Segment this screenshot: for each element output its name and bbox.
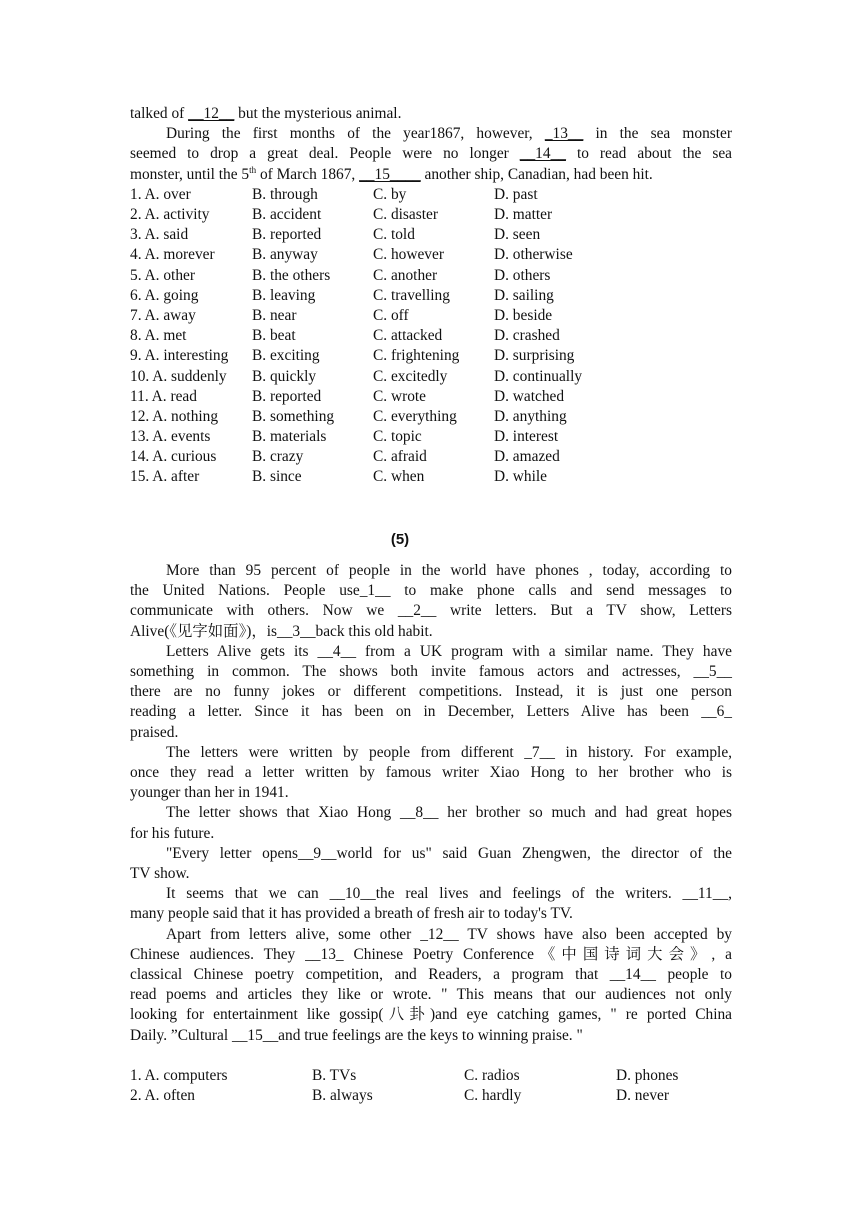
option-choice: D. matter <box>494 206 553 223</box>
paragraph <box>130 844 732 884</box>
text-line: reading a letter. Since it has been on in December, Letters Alive has been __6_ <box>130 703 732 721</box>
text-line: More than 95 percent of people in the world have phones , today, according to <box>166 562 732 579</box>
option-row <box>130 306 732 326</box>
option-choice: B. anyway <box>252 246 318 264</box>
option-choice: D. while <box>494 468 548 486</box>
option-choice: D. sailing <box>494 286 554 304</box>
paragraph <box>130 803 732 843</box>
option-choice: C. frightening <box>373 347 460 365</box>
text-line: Alive(《见字如面》)，is__3__back this old habit. <box>130 622 433 640</box>
text-line: many people said that it has provided a breath of fresh air to today's TV. <box>130 905 573 923</box>
option-choice: C. told <box>373 226 415 244</box>
option-row <box>130 205 732 225</box>
option-choice: C. travelling <box>373 286 450 304</box>
superscript: th <box>249 164 257 175</box>
option-choice: D. continually <box>494 367 583 385</box>
text-line: for his future. <box>130 824 215 842</box>
option-choice: C. off <box>373 306 409 324</box>
option-choice: B. something <box>252 407 335 425</box>
text-line: Daily. ”Cultural __15__and true feelings are the keys to winning praise. " <box>130 1026 583 1044</box>
option-choice: D. amazed <box>494 448 560 466</box>
text-segment: another ship, Canadian, had been hit. <box>420 165 653 183</box>
option-choice: B. leaving <box>252 286 316 304</box>
paragraph <box>130 561 732 642</box>
option-row <box>130 185 732 205</box>
paragraph <box>130 743 732 804</box>
passage-4-options <box>130 185 732 488</box>
text-line <box>130 124 732 144</box>
text-line: Letters Alive gets its __4__ from a UK program with a similar name. They have <box>166 642 732 660</box>
paragraph <box>130 925 732 1046</box>
option-choice: B. quickly <box>252 367 317 385</box>
passage-5-options <box>130 1066 732 1106</box>
blank-15: __15____ <box>359 165 421 183</box>
text-line: The letter shows that Xiao Hong __8__ her brother so much and had great hopes <box>166 804 732 822</box>
option-choice: D. watched <box>494 387 565 405</box>
option-choice: C. afraid <box>373 448 427 466</box>
text-line: classical Chinese poetry competition, and Readers, a program that __14__ people to <box>130 966 732 984</box>
text-line: younger than her in 1941. <box>130 784 289 802</box>
text-line: It seems that we can __10__the real lives and feelings of the writers. __11__, <box>166 885 732 903</box>
option-row <box>130 467 732 487</box>
option-choice: C. radios <box>464 1067 520 1084</box>
option-choice: 4. A. morever <box>130 246 215 264</box>
option-choice: 14. A. curious <box>130 448 217 466</box>
option-choice: D. otherwise <box>494 246 573 264</box>
option-choice: B. TVs <box>312 1067 357 1084</box>
option-row <box>130 266 732 286</box>
option-choice: B. through <box>252 185 318 203</box>
option-row <box>130 245 732 265</box>
option-row <box>130 407 732 427</box>
option-choice: 13. A. events <box>130 428 211 446</box>
text-line: looking for entertainment like gossip(八卦)and eye catching games, " re ported China <box>130 1006 732 1024</box>
text-line: there are no funny jokes or different competitions. Instead, it is just one person <box>130 683 732 701</box>
option-choice: B. crazy <box>252 448 304 466</box>
option-choice: C. attacked <box>373 327 443 345</box>
option-row <box>130 326 732 346</box>
option-choice: D. never <box>616 1087 669 1105</box>
passage-5-body <box>130 561 732 1046</box>
option-choice: C. another <box>373 266 438 284</box>
option-choice: D. others <box>494 266 551 284</box>
text-segment: in the sea monster <box>583 125 732 143</box>
option-choice: D. interest <box>494 428 559 446</box>
option-choice: D. phones <box>616 1067 679 1084</box>
option-choice: B. materials <box>252 428 327 446</box>
text-line <box>130 165 732 185</box>
text-line: praised. <box>130 723 179 741</box>
option-choice: B. beat <box>252 327 296 345</box>
paragraph <box>130 884 732 924</box>
option-row <box>130 346 732 366</box>
text-line: Chinese audiences. They __13_ Chinese Poetry Conference《中国诗词大会》, a <box>130 945 732 963</box>
text-segment: seemed to drop a great deal. People were no longer <box>130 145 520 163</box>
option-choice: B. exciting <box>252 347 320 365</box>
option-choice: D. beside <box>494 306 553 324</box>
text-line: Apart from letters alive, some other _12__ TV shows have also been accepted by <box>166 925 732 943</box>
text-segment: of March 1867, <box>256 165 360 183</box>
option-choice: D. surprising <box>494 347 575 365</box>
option-choice: 12. A. nothing <box>130 407 219 425</box>
option-choice: C. however <box>373 246 444 264</box>
text-line: The letters were written by people from different _7__ in history. For example, <box>166 743 732 761</box>
option-choice: D. seen <box>494 226 541 244</box>
option-row <box>130 427 732 447</box>
option-choice: 7. A. away <box>130 306 196 324</box>
paragraph <box>130 642 732 743</box>
passage-4-line-1 <box>130 104 732 124</box>
option-choice: C. when <box>373 468 425 486</box>
option-choice: 5. A. other <box>130 266 195 284</box>
text-line: "Every letter opens__9__world for us" said Guan Zhengwen, the director of the <box>166 844 732 862</box>
text-line: the United Nations. People use_1__ to make phone calls and send messages to <box>130 582 732 600</box>
option-choice: 10. A. suddenly <box>130 367 227 385</box>
text-line <box>130 144 732 164</box>
blank-13: _13__ <box>544 125 584 143</box>
text-line: once they read a letter written by famous writer Xiao Hong to her brother who is <box>130 764 732 782</box>
passage-5-heading: (5) <box>390 531 410 548</box>
option-choice: 9. A. interesting <box>130 347 229 365</box>
option-choice: 2. A. activity <box>130 206 210 223</box>
option-choice: C. by <box>373 185 407 203</box>
option-row <box>130 367 732 387</box>
option-choice: B. since <box>252 468 302 486</box>
option-choice: D. past <box>494 185 538 203</box>
option-row <box>130 447 732 467</box>
text-segment: monster, until the 5 <box>130 165 250 183</box>
option-choice: D. crashed <box>494 327 560 345</box>
text-segment: During the first months of the year1867, however, <box>166 125 545 143</box>
option-row <box>130 387 732 407</box>
text-line: TV show. <box>130 865 190 883</box>
option-choice: 3. A. said <box>130 226 189 244</box>
option-choice: D. anything <box>494 407 567 425</box>
option-choice: B. accident <box>252 206 322 223</box>
text-line: read poems and articles they like or wrote. " This means that our audiences not only <box>130 986 732 1004</box>
passage-4-paragraph-2 <box>130 124 732 185</box>
option-choice: B. reported <box>252 226 322 244</box>
text-line: something in common. The shows both invite famous actors and actresses, __5__ <box>130 663 732 681</box>
option-row <box>130 225 732 245</box>
option-choice: B. reported <box>252 387 322 405</box>
option-row <box>130 1066 732 1086</box>
text-line: communicate with others. Now we __2__ write letters. But a TV show, Letters <box>130 602 732 620</box>
option-choice: 1. A. over <box>130 185 191 203</box>
option-row <box>130 1086 732 1106</box>
option-choice: B. always <box>312 1087 373 1105</box>
option-choice: 1. A. computers <box>130 1067 228 1084</box>
passage-4-continuation <box>130 104 732 488</box>
option-choice: B. the others <box>252 266 331 284</box>
text-segment: but the mysterious animal. <box>234 105 402 122</box>
option-choice: C. topic <box>373 428 422 446</box>
option-choice: 11. A. read <box>130 387 197 405</box>
option-choice: C. excitedly <box>373 367 448 385</box>
blank-12: __12__ <box>188 105 235 122</box>
text-segment: talked of <box>130 105 189 122</box>
option-choice: 6. A. going <box>130 286 199 304</box>
option-choice: C. disaster <box>373 206 438 223</box>
option-choice: 15. A. after <box>130 468 200 486</box>
option-choice: B. near <box>252 306 297 324</box>
text-segment: to read about the sea <box>565 145 732 163</box>
option-choice: 8. A. met <box>130 327 187 345</box>
option-row <box>130 286 732 306</box>
option-choice: 2. A. often <box>130 1087 195 1105</box>
option-choice: C. wrote <box>373 387 427 405</box>
blank-14: __14__ <box>519 145 566 163</box>
option-choice: C. hardly <box>464 1087 522 1105</box>
option-choice: C. everything <box>373 407 457 425</box>
